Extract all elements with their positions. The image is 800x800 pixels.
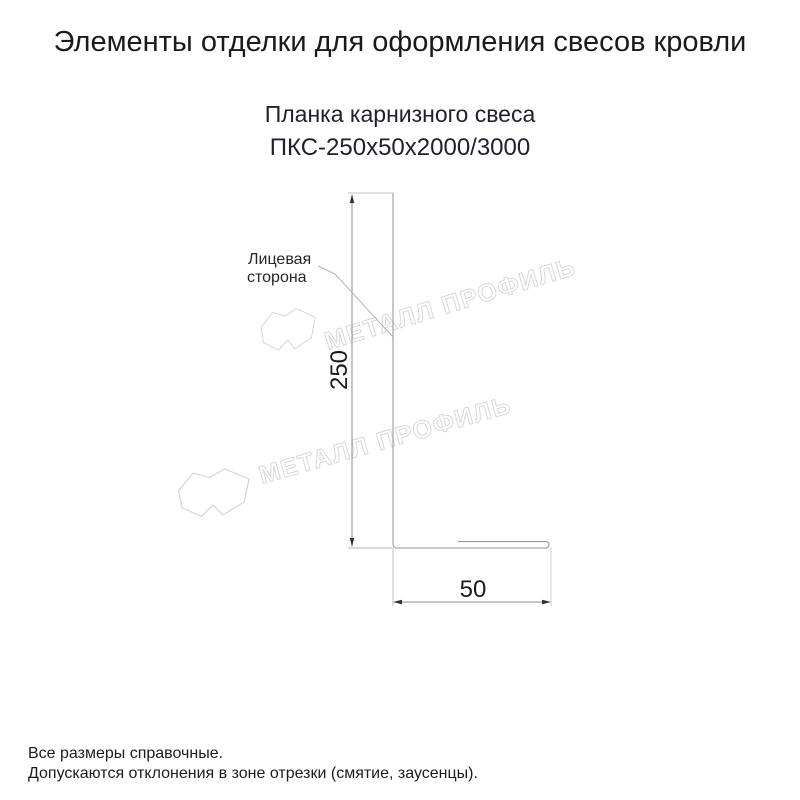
watermark-lower	[179, 391, 515, 517]
metall-profil-logo-icon	[261, 309, 315, 351]
watermark-upper	[261, 253, 579, 356]
watermark-text: МЕТАЛЛ ПРОФИЛЬ	[321, 252, 580, 356]
dimension-250-arrow-up	[350, 194, 354, 203]
footer-note-1: Все размеры справочные.	[28, 745, 224, 762]
page-title: Элементы отделки для оформления свесов кровли	[53, 26, 747, 58]
footer-note-2: Допускаются отклонения в зоне отрезки (смятие, заусенцы).	[28, 765, 478, 782]
dimension-50-value: 50	[459, 576, 487, 603]
dimension-50-arrow-left	[393, 600, 402, 604]
product-name: Планка карнизного свеса	[264, 101, 536, 127]
dimension-250-value: 250	[326, 349, 353, 391]
face-side-label-line1: Лицевая	[248, 251, 312, 268]
footer-notes	[28, 744, 478, 784]
metall-profil-logo-icon	[179, 469, 250, 517]
watermark-text: МЕТАЛЛ ПРОФИЛЬ	[255, 390, 515, 490]
dimension-50-arrow-right	[542, 600, 551, 604]
product-code: ПКС-250х50х2000/3000	[269, 134, 531, 161]
dimension-250-arrow-down	[350, 538, 354, 547]
face-side-label-line2: сторона	[247, 269, 307, 286]
profile-outline	[393, 193, 549, 548]
